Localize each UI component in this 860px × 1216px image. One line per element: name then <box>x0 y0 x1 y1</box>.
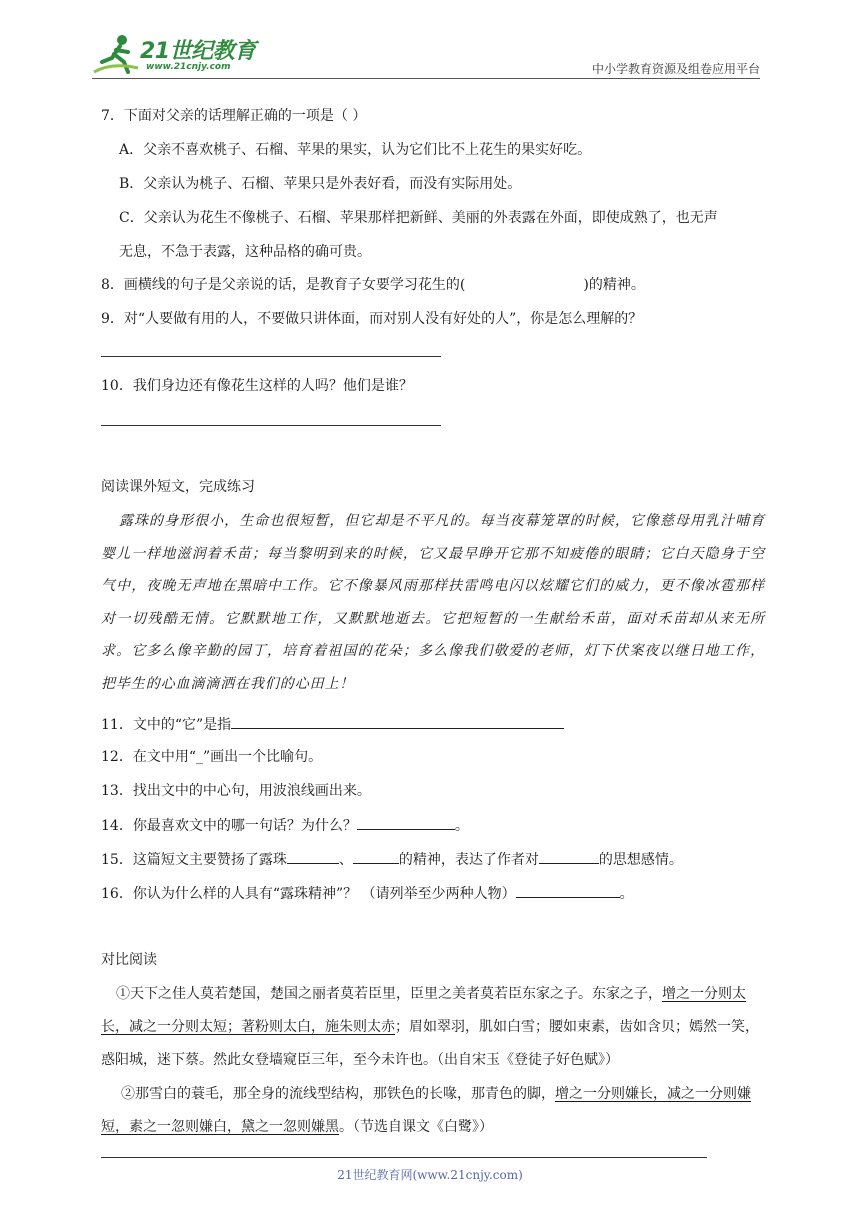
q15-part4: 的思想感情。 <box>598 852 683 868</box>
q11 <box>101 714 564 735</box>
q14-text-after: 。 <box>454 818 469 834</box>
header-divider <box>92 78 760 79</box>
q8 <box>101 275 645 295</box>
comparison-passage-1 <box>101 978 765 1077</box>
q16-text-before: 16．你认为什么样的人具有“露珠精神”？ （请列举至少两种人物） <box>101 886 516 902</box>
p2-underlined: 增之一分则嫌长，减之一分则嫌短，素之一忽则嫌白，黛之一忽则嫌黑 <box>101 1086 751 1135</box>
dew-passage: 露珠的身形很小，生命也很短暂，但它却是不平凡的。每当夜幕笼罩的时候，它像慈母用乳汁哺育婴儿一样地滋润着禾苗；每当黎明到来的时候，它又最早睁开它那不知疲倦的眼睛；它白天隐身于空气中，夜晚无声地在黑暗中工作。它不像暴风雨那样扶雷鸣电闪以炫耀它们的威力，更不像冰雹那样对一切残酷无情。它默默地工作，又默默地逝去。它把短暂的一生献给禾苗，面对禾苗却从来无所求。它多么像辛勤的园丁，培育着祖国的花朵；多么像我们敬爱的老师，灯下伏案夜以继日地工作，把毕生的心血滴滴洒在我们的心田上！ <box>101 513 765 692</box>
platform-name: 中小学教育资源及组卷应用平台 <box>591 62 760 76</box>
q15-part2: 、 <box>338 852 353 868</box>
q15-part3: 的精神，表达了作者对 <box>398 852 539 868</box>
q11-blank[interactable] <box>231 714 564 729</box>
section3-title: 对比阅读 <box>101 952 157 968</box>
footer-text: 21世纪教育网(www.21cnjy.com) <box>337 1168 523 1182</box>
q7-option-b: B．父亲认为桃子、石榴、苹果只是外表好看，而没有实际用处。 <box>119 176 522 192</box>
q8-text-before: 8．画横线的句子是父亲说的话，是教育子女要学习花生的( <box>101 277 466 293</box>
logo-text: 21世纪教育 <box>140 39 256 64</box>
q9-answer-line[interactable] <box>101 356 441 357</box>
q15-blank-1[interactable] <box>287 849 339 864</box>
runner-logo-icon <box>92 32 140 76</box>
q12-stem: 12．在文中用“_”画出一个比喻句。 <box>101 749 323 765</box>
q14-text-before: 14．你最喜欢文中的哪一句话？为什么？ <box>101 818 357 834</box>
q7-option-c-line2: 无息，不急于表露，这种品格的确可贵。 <box>119 244 371 260</box>
logo-url: www.21cnjy.com <box>146 62 231 72</box>
q7-option-c-line1: C．父亲认为花生不像桃子、石榴、苹果那样把新鲜、美丽的外表露在外面，即使成熟了，也无声 <box>119 210 718 226</box>
q15 <box>101 849 683 870</box>
q15-blank-3[interactable] <box>539 849 599 864</box>
q16-blank[interactable] <box>516 883 620 898</box>
q8-text-after: )的精神。 <box>583 277 645 293</box>
logo <box>92 32 262 76</box>
q16-text-after: 。 <box>619 886 634 902</box>
q16 <box>101 883 634 904</box>
q9-stem: 9．对“人要做有用的人，不要做只讲体面，而对别人没有好处的人”，你是怎么理解的？ <box>101 311 643 327</box>
comparison-passage-2 <box>101 1078 765 1144</box>
page-header <box>92 32 760 78</box>
q14 <box>101 815 469 836</box>
p1-rest: ；眉如翠羽，肌如白雪；腰如束素，齿如含贝；嫣然一笑，惑阳城，迷下蔡。然此女登墙窥臣三年，至今未许也。（出自宋玉《登徒子好色赋》） <box>101 1019 759 1068</box>
q11-stem: 11．文中的“它”是指 <box>101 717 232 733</box>
q7-stem: 7．下面对父亲的话理解正确的一项是（ ） <box>101 108 367 124</box>
q10-answer-line[interactable] <box>101 425 441 426</box>
q15-part1: 15．这篇短文主要赞扬了露珠 <box>101 852 287 868</box>
footer-divider <box>101 1157 707 1158</box>
p2-rest: 。（节选自课文《白鹭》） <box>339 1119 493 1135</box>
section2-title: 阅读课外短文，完成练习 <box>101 479 255 495</box>
p1-underlined: 增之一分则太长，减之一分则太短；著粉则太白，施朱则太赤 <box>101 986 746 1035</box>
q7-option-a: A．父亲不喜欢桃子、石榴、苹果的果实，认为它们比不上花生的果实好吃。 <box>119 142 592 158</box>
p1-main: ①天下之佳人莫若楚国，楚国之丽者莫若臣里，臣里之美者莫若臣东家之子。东家之子， <box>116 986 662 1002</box>
q14-blank[interactable] <box>357 815 455 830</box>
p2-main: ②那雪白的蓑毛，那全身的流线型结构，那铁色的长喙，那青色的脚， <box>121 1086 555 1102</box>
q13-stem: 13．找出文中的中心句，用波浪线画出来。 <box>101 783 371 799</box>
q15-blank-2[interactable] <box>353 849 399 864</box>
q10-stem: 10．我们身边还有像花生这样的人吗？他们是谁？ <box>101 378 413 394</box>
